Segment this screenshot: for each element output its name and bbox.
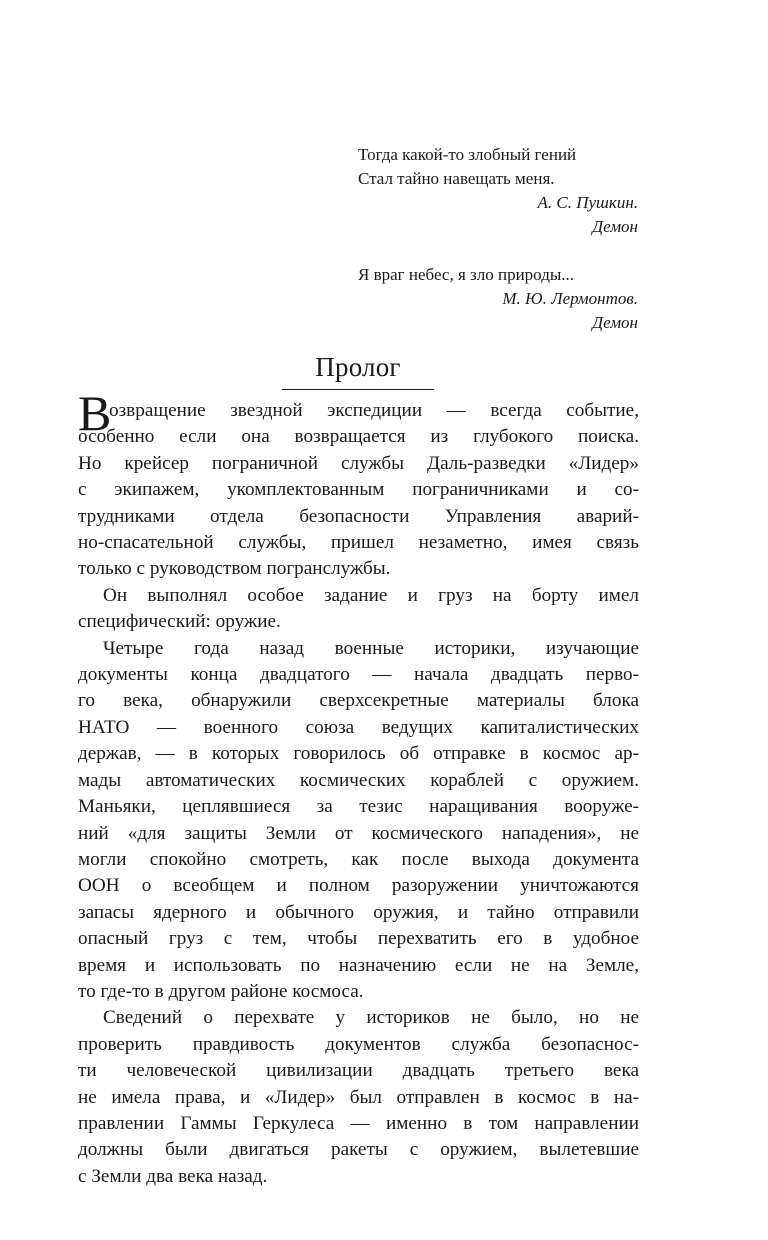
drop-cap: В [78, 385, 112, 441]
chapter-title: Пролог [315, 352, 401, 382]
text-line: особенно если она возвращается из глубокого поиска. [78, 426, 639, 448]
epigraph-lermontov [358, 263, 638, 335]
body-text [78, 385, 639, 1190]
text-line: то где-то в другом районе космоса. [78, 980, 364, 1002]
text-line: документы конца двадцатого — начала двадцать перво- [78, 664, 639, 686]
text-line: специфический: оружие. [78, 611, 281, 633]
text-line: правлении Гаммы Геркулеса — именно в том направлении [78, 1112, 639, 1134]
paragraph-1 [78, 385, 639, 583]
paragraph-4 [78, 1005, 639, 1190]
text-line: Четыре года назад военные историки, изучающие [103, 637, 639, 659]
text-line: могли спокойно смотреть, как после выхода документа [78, 848, 639, 870]
text-line: запасы ядерного и обычного оружия, и тайно отправили [78, 901, 639, 923]
text-line: ний «для защиты Земли от космического нападения», не [78, 822, 639, 844]
text-line: Он выполнял особое задание и груз на борту имел [103, 584, 639, 606]
epigraph-line: Я враг небес, я зло природы... [358, 265, 575, 284]
text-line: проверить правдивость документов служба безопаснос- [78, 1033, 639, 1055]
epigraph-author: М. Ю. Лермонтов. [502, 289, 638, 308]
text-line: го века, обнаружили сверхсекретные материалы блока [78, 690, 639, 712]
epigraphs [358, 143, 638, 335]
text-line: ти человеческой цивилизации двадцать третьего века [78, 1060, 639, 1082]
text-line: мады автоматических космических кораблей с оружием. [78, 769, 639, 791]
title-underline [282, 389, 434, 390]
text-line: опасный груз с тем, чтобы перехватить его в удобное [78, 928, 639, 950]
epigraph-pushkin [358, 143, 638, 239]
text-line: только с руководством погранслужбы. [78, 558, 391, 580]
text-line: должны были двигаться ракеты с оружием, вылетевшие [78, 1139, 639, 1161]
text-line-rest: озвращение звездной экспедиции — всегда событие, [109, 400, 639, 421]
epigraph-work: Демон [592, 217, 638, 236]
epigraph-line: Стал тайно навещать меня. [358, 169, 555, 188]
text-line: Маньяки, цеплявшиеся за тезис наращивания вооруже- [78, 796, 639, 818]
text-line: НАТО — военного союза ведущих капиталистических [78, 716, 639, 738]
epigraph-work: Демон [592, 313, 638, 332]
text-line: но-спасательной службы, пришел незаметно, имея связь [78, 532, 639, 554]
text-line: Сведений о перехвате у историков не было, но не [103, 1007, 639, 1029]
text-line: с Земли два века назад. [78, 1165, 268, 1187]
text-line: время и использовать по назначению если не на Земле, [78, 954, 639, 976]
text-line: ООН о всеобщем и полном разоружении уничтожаются [78, 875, 639, 897]
paragraph-2 [78, 583, 639, 636]
text-line: с экипажем, укомплектованным пограничниками и со- [78, 479, 639, 501]
epigraph-author: А. С. Пушкин. [537, 193, 638, 212]
paragraph-3 [78, 636, 639, 1006]
text-line: Но крейсер пограничной службы Даль-разведки «Лидер» [78, 452, 639, 474]
epigraph-line: Тогда какой-то злобный гений [358, 145, 577, 164]
text-line: не имела права, и «Лидер» был отправлен в космос в на- [78, 1086, 639, 1108]
text-line: трудниками отдела безопасности Управления аварий- [78, 505, 639, 527]
text-line: держав, — в которых говорилось об отправке в космос ар- [78, 743, 639, 765]
